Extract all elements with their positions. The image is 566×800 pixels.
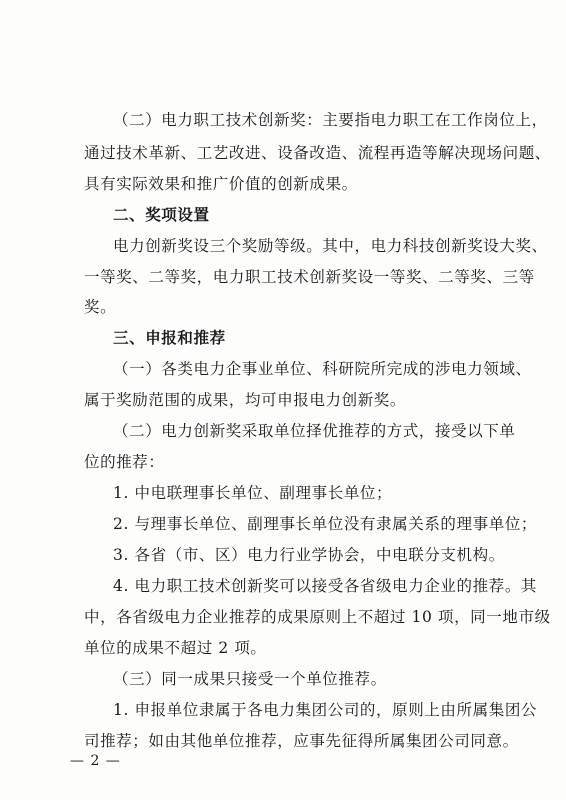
list-item: 4. 电力职工技术创新奖可以接受各省级电力企业的推荐。其	[113, 577, 538, 595]
list-item: 3. 各省（市、区）电力行业学协会，中电联分支机构。	[113, 546, 505, 564]
paragraph-line: 电力创新奖设三个奖励等级。其中，电力科技创新奖设大奖、	[113, 237, 548, 255]
list-item: 1. 申报单位隶属于各电力集团公司的，原则上由所属集团公	[113, 701, 538, 719]
paragraph-line: （二）电力职工技术创新奖：主要指电力职工在工作岗位上，	[113, 111, 548, 129]
paragraph-line: 奖。	[84, 298, 117, 316]
paragraph-line: 司推荐；如由其他单位推荐，应事先征得所属集团公司同意。	[84, 732, 519, 750]
paragraph-line: 一等奖、二等奖，电力职工技术创新奖设一等奖、二等奖、三等	[84, 268, 535, 286]
page-number: — 2 —	[70, 753, 121, 769]
paragraph-line: 中，各省级电力企业推荐的成果原则上不超过 10 项，同一地市级	[84, 608, 551, 626]
paragraph-line: （三）同一成果只接受一个单位推荐。	[113, 670, 387, 688]
paragraph-line: （二）电力创新奖采取单位择优推荐的方式，接受以下单	[113, 422, 516, 440]
paragraph-line: 具有实际效果和推广价值的创新成果。	[84, 175, 358, 193]
paragraph-line: （一）各类电力企事业单位、科研院所完成的涉电力领域、	[113, 360, 532, 378]
list-item: 2. 与理事长单位、副理事长单位没有隶属关系的理事单位；	[113, 515, 538, 533]
paragraph-line: 单位的成果不超过 2 项。	[84, 639, 267, 657]
paragraph-line: 位的推荐：	[84, 453, 165, 471]
paragraph-line: 属于奖励范围的成果，均可申报电力创新奖。	[84, 391, 407, 409]
section-heading: 三、申报和推荐	[113, 329, 226, 347]
paragraph-line: 通过技术革新、工艺改进、设备改造、流程再造等解决现场问题、	[84, 144, 551, 162]
section-heading: 二、奖项设置	[113, 206, 210, 224]
list-item: 1. 中电联理事长单位、副理事长单位；	[113, 484, 393, 502]
